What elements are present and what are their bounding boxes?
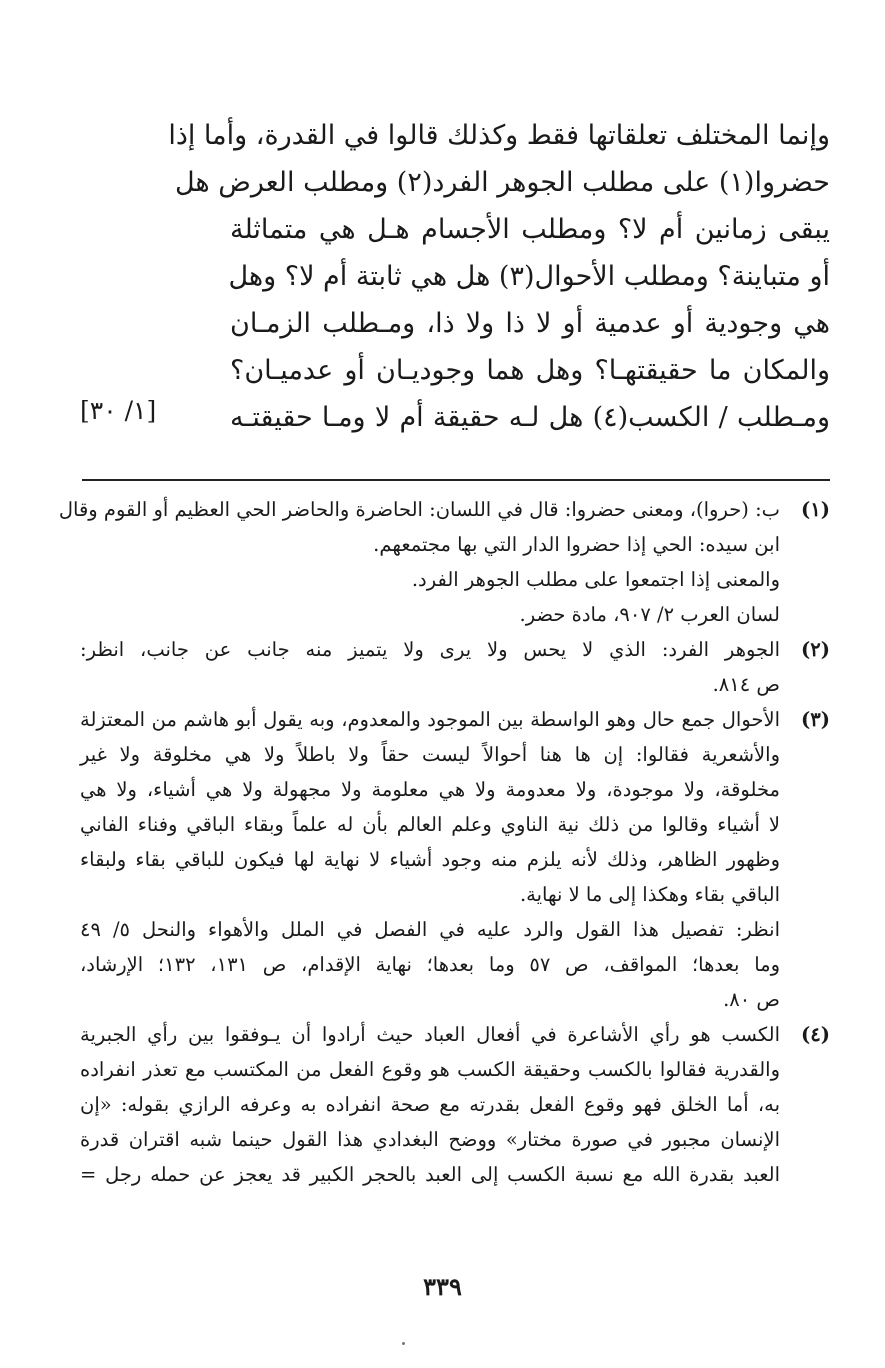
footnote-line: وظهور الظاهر، وذلك لأنه يلزم منه وجود أشياء لا نهاية لها فيكون للباقي بقاء ولبقاء (80, 848, 780, 871)
footnote-number: (٢) (801, 638, 830, 661)
footnote-line: والمعنى إذا اجتمعوا على مطلب الجوهر الفرد. (411, 568, 780, 591)
footnote-line: الباقي بقاء وهكذا إلى ما لا نهاية. (519, 883, 780, 906)
footnote-line: العبد بقدرة الله مع نسبة الكسب إلى العبد بالحجر الكبير قد يعجز عن حمله رجل = (80, 1163, 780, 1186)
footnote-line: مخلوقة، ولا موجودة، ولا معدومة ولا هي معلومة ولا مجهولة ولا هي أشياء، ولا هي (80, 778, 780, 801)
footnote-2 (80, 632, 830, 702)
footnote-number: (٤) (801, 1023, 830, 1046)
footnote-line: والأشعرية فقالوا: إن ها هنا أحوالاً ليست حقاً ولا باطلاً ولا هي مخلوقة ولا غير (80, 743, 780, 766)
footnote-1 (58, 492, 830, 632)
scan-speck (402, 1342, 405, 1345)
main-text-line: حضروا(١) على مطلب الجوهر الفرد(٢) ومطلب العرض هل (174, 167, 830, 198)
footnote-line: الأحوال جمع حال وهو الواسطة بين الموجود والمعدوم، وبه يقول أبو هاشم من المعتزلة (80, 708, 780, 731)
main-text-block (168, 112, 831, 441)
footnote-line: ص ٨١٤. (712, 673, 780, 696)
footnote-line: ص ٨٠. (723, 988, 780, 1011)
main-text-line: والمكان ما حقيقتهـا؟ وهل هما وجوديـان أو عدميـان؟ (230, 355, 830, 386)
footnote-number: (١) (801, 498, 830, 521)
page-number: ٣٣٩ (423, 1272, 462, 1301)
footnote-line: ب: (حروا)، ومعنى حضروا: قال في اللسان: الحاضرة والحاضر الحي العظيم أو القوم وقال (58, 498, 780, 521)
footnote-line: الجوهر الفرد: الذي لا يحس ولا يرى ولا يتميز منه جانب عن جانب، انظر: (80, 638, 780, 661)
footnote-line: وما بعدها؛ المواقف، ص ٥٧ وما بعدها؛ نهاية الإقدام، ص ١٣١، ١٣٢؛ الإرشاد، (80, 953, 781, 976)
main-text-line: وإنما المختلف تعلقاتها فقط وكذلك قالوا في القدرة، وأما إذا (168, 120, 830, 151)
main-text-line: يبقى زمانين أم لا؟ ومطلب الأجسام هـل هي متماثلة (230, 214, 830, 245)
footnote-4 (80, 1017, 830, 1192)
footnote-line: لا أشياء وقالوا من ذلك نية الناوي وعلم العالم بأن له علماً وبقاء الباقي وفناء الفاني (80, 813, 780, 836)
footnote-line: ابن سيده: الحي إذا حضروا الدار التي بها مجتمعهم. (373, 533, 780, 556)
footnote-line: انظر: تفصيل هذا القول والرد عليه في الفصل في الملل والأهواء والنحل ٥/ ٤٩ (80, 918, 780, 941)
footnote-3 (80, 702, 830, 1017)
footnote-line: الإنسان مجبور في صورة مختار» ووضح البغدادي هذا القول حينما شبه اقتران قدرة (80, 1128, 780, 1151)
footnote-line: لسان العرب ٢/ ٩٠٧، مادة حضر. (519, 603, 780, 626)
main-text-line: ومـطلب / الكسب(٤) هل لـه حقيقة أم لا ومـا حقيقتـه (230, 402, 831, 433)
footnote-line: به، أما الخلق فهو وقوع الفعل بقدرته مع صحة انفراده به وعرفه الرازي بقوله: «إن (80, 1093, 780, 1116)
footnote-number: (٣) (801, 708, 830, 731)
main-text-line: هي وجودية أو عدمية أو لا ذا ولا ذا، ومـطلب الزمـان (230, 308, 830, 339)
main-text-line: أو متباينة؟ ومطلب الأحوال(٣) هل هي ثابتة أم لا؟ وهل (228, 261, 830, 292)
footnote-line: الكسب هو رأي الأشاعرة في أفعال العباد حيث أرادوا أن يـوفقوا بين رأي الجبرية (80, 1023, 780, 1046)
footnote-line: والقدرية فقالوا بالكسب وحقيقة الكسب هو وقوع الفعل من المكتسب مع تعذر انفراده (80, 1058, 780, 1081)
footnote-separator-line (82, 479, 830, 481)
footnotes (58, 492, 830, 1192)
manuscript-folio-reference: [١/ ٣٠] (80, 396, 157, 425)
